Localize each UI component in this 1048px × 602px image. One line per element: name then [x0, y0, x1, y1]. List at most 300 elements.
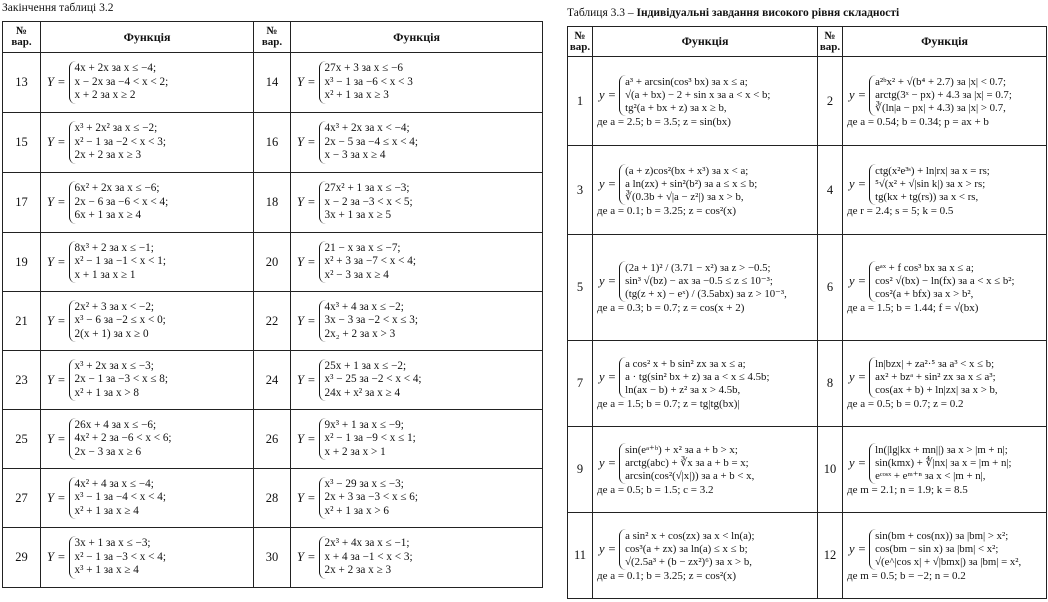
piecewise-brace — [69, 477, 166, 520]
piecewise-function — [41, 300, 253, 343]
function — [843, 146, 1047, 235]
function-lhs: Y = — [47, 372, 66, 387]
function-case: cos(ax + b) + ln|zx| за x > b, — [875, 384, 998, 396]
function — [41, 233, 254, 292]
function-params: де a = 0.54; b = 0.34; p = ax + b — [847, 115, 989, 128]
function-case: 2x + 2 за x ≥ 3 — [324, 564, 392, 577]
function-case: x² − 1 за −1 < x < 1; — [74, 255, 166, 268]
header-function: Функція — [41, 22, 254, 53]
function-case: ln|bzx| + za²·⁵ за a³ < x ≤ b; — [875, 358, 995, 370]
function-cell — [593, 75, 817, 128]
table-row — [3, 469, 543, 528]
function-cell — [41, 359, 253, 402]
variant-number: 10 — [818, 427, 843, 513]
function-case: 2x − 3 за x ≥ 6 — [74, 445, 142, 458]
variant-number: 30 — [254, 528, 291, 588]
function-cell — [41, 300, 253, 343]
variant-number: 9 — [568, 427, 593, 513]
piecewise-function — [291, 418, 542, 461]
piecewise-brace — [869, 443, 1011, 484]
function-lhs: Y = — [47, 135, 66, 149]
piecewise-brace — [319, 418, 416, 461]
piecewise-function — [843, 357, 1046, 398]
table-row — [3, 233, 543, 292]
piecewise-function — [41, 536, 253, 579]
function-case: x³ − 1 за −4 < x < 4; — [74, 491, 166, 504]
function-cell — [843, 357, 1046, 410]
function-lhs: y = — [599, 456, 617, 470]
function-case: arctg(3ˣ − px) + 4.3 за |x| = 0.7; — [875, 88, 1012, 101]
function-lhs: Y = — [47, 195, 66, 209]
function-case: x² + 1 за x > 8 — [74, 386, 140, 399]
function-params: де a = 0.5; b = 0.7; z = 0.2 — [847, 398, 964, 410]
piecewise-function — [41, 61, 253, 104]
function-case: x + 1 за x ≥ 1 — [74, 268, 136, 281]
function-case: x + 4 за −1 < x < 3; — [324, 550, 413, 563]
function-params: де a = 1.5; b = 0.7; z = tg|tg(bx)| — [597, 398, 740, 410]
table-row — [3, 173, 543, 233]
function-cell — [843, 75, 1046, 128]
function-params: де a = 0.5; b = 1.5; c = 3.2 — [597, 484, 714, 496]
header-num: № вар. — [818, 27, 843, 57]
function-case: x − 3 за x ≥ 4 — [324, 149, 386, 162]
variant-number: 22 — [254, 292, 291, 351]
function-case: cos²(a + bfx) за x > b², — [875, 288, 974, 300]
function-case: ln(|lg|kx + mn||) за x > |m + n|; — [875, 444, 1008, 456]
function-case: ∛(ln|a − px| + 4.3) за |x| > 0.7, — [875, 101, 1006, 114]
variant-number: 5 — [568, 235, 593, 341]
variant-number: 14 — [254, 53, 291, 113]
function-cell — [41, 477, 253, 520]
function-lhs: y = — [849, 370, 867, 384]
piecewise-brace — [69, 241, 166, 284]
table-row — [568, 235, 1047, 341]
piecewise-function — [291, 300, 542, 343]
function — [291, 53, 543, 113]
function-case: x³ + 1 за x ≥ 4 — [74, 564, 139, 577]
function-params: де a = 0.1; b = 3.25; z = cos²(x) — [597, 204, 737, 217]
function-cell — [843, 443, 1046, 496]
variant-number: 17 — [3, 173, 41, 233]
function-case: x² + 1 за x ≥ 4 — [74, 504, 139, 517]
function-case: 2x₂ + 2 за x > 3 — [324, 327, 396, 340]
function — [593, 146, 818, 235]
piecewise-brace — [869, 529, 1021, 570]
function-case: x + 2 за x ≥ 2 — [74, 89, 136, 102]
piecewise-function — [41, 359, 253, 402]
function — [41, 173, 254, 233]
variant-number: 23 — [3, 351, 41, 410]
function-cell — [41, 241, 253, 284]
function — [593, 341, 818, 427]
right-caption-prefix: Таблиця 3.3 – — [567, 7, 634, 19]
function-cell — [291, 61, 542, 104]
function-cell — [843, 164, 1046, 217]
piecewise-brace — [869, 75, 1012, 116]
function-case: 4x + 2x за x ≤ −4; — [74, 62, 157, 75]
table-row — [3, 528, 543, 588]
variant-number: 19 — [3, 233, 41, 292]
function-lhs: Y = — [297, 254, 316, 269]
function-case: (2a + 1)² / (3.71 − x²) за z > −0.5; — [625, 262, 771, 274]
function-case: x − 2 за −3 < x < 5; — [324, 195, 413, 208]
function-params: де a = 2.5; b = 3.5; z = sin(bx) — [597, 115, 731, 128]
piecewise-function — [41, 477, 253, 520]
piecewise-function — [593, 164, 817, 205]
piecewise-function — [593, 75, 817, 116]
function-case: x³ + 2x² за x ≤ −2; — [74, 122, 158, 135]
function — [291, 113, 543, 173]
function-case: x³ − 25 за −2 < x < 4; — [324, 373, 422, 386]
function — [593, 57, 818, 146]
piecewise-function — [843, 75, 1046, 116]
function — [593, 513, 818, 599]
table-row — [568, 513, 1047, 599]
function-case: ctg(x²e³ˢ) + ln|rx| за x = rs; — [875, 164, 990, 177]
function-case: (a + z)cos²(bx + x³) за x < a; — [625, 164, 749, 177]
variant-number: 6 — [818, 235, 843, 341]
function-cell — [593, 443, 817, 496]
variant-number: 11 — [568, 513, 593, 599]
function — [41, 469, 254, 528]
function-cell — [41, 536, 253, 579]
function-case: a sin² x + cos(zx) за x < ln(a); — [625, 530, 755, 542]
piecewise-brace — [619, 357, 769, 398]
function-case: cos(bm − sin x) за |bm| < x²; — [875, 543, 999, 555]
function-lhs: y = — [599, 370, 617, 384]
header-num: № вар. — [254, 22, 291, 53]
variant-number: 27 — [3, 469, 41, 528]
variant-number: 15 — [3, 113, 41, 173]
function-case: 3x − 3 за −2 < x ≤ 3; — [324, 314, 419, 327]
function-case: a ln(zx) + sin²(b²) за a ≤ x ≤ b; — [625, 177, 758, 190]
function-lhs: y = — [599, 176, 617, 191]
function-lhs: Y = — [297, 372, 316, 387]
function-case: x² + 3 за −7 < x < 4; — [324, 255, 416, 268]
function — [291, 351, 543, 410]
piecewise-brace — [869, 164, 990, 205]
piecewise-function — [593, 357, 817, 398]
function-lhs: y = — [599, 87, 617, 102]
function-lhs: Y = — [47, 431, 66, 446]
piecewise-brace — [69, 536, 166, 579]
function-params: де a = 0.3; b = 0.7; z = cos(x + 2) — [597, 302, 745, 314]
function-cell — [41, 181, 253, 224]
function-cell — [41, 121, 253, 164]
piecewise-function — [291, 241, 542, 284]
variant-number: 3 — [568, 146, 593, 235]
function-case: arctg(abc) + ∛x за a + b = x; — [625, 457, 749, 469]
table-row — [3, 292, 543, 351]
function — [291, 173, 543, 233]
function-case: a · tg(sin² bx + z) за a < x ≤ 4.5b; — [625, 371, 770, 383]
function-lhs: Y = — [297, 550, 316, 564]
function — [291, 528, 543, 588]
variant-number: 1 — [568, 57, 593, 146]
function-case: 27x + 3 за x ≤ −6 — [324, 62, 404, 75]
function-lhs: Y = — [297, 431, 316, 446]
function-case: 2x³ + 4x за x ≤ −1; — [324, 537, 410, 550]
header-function: Функція — [291, 22, 543, 53]
function-case: ⁵√(x² + √|sin k|) за x > rs; — [875, 177, 986, 190]
function-case: 27x² + 1 за x ≤ −3; — [324, 182, 410, 195]
function-lhs: y = — [849, 176, 867, 191]
function-case: 6x + 1 за x ≥ 4 — [74, 209, 142, 222]
function-case: √(2.5a³ + (b − zx²)⁶) за x > b, — [625, 556, 752, 568]
table-3-3 — [567, 26, 1047, 599]
function-case: x² − 3 за x ≥ 4 — [324, 268, 389, 281]
function-case: ∛(0.3b + √|a − z²|) за x > b, — [625, 190, 744, 203]
piecewise-brace — [319, 477, 419, 520]
function-case: (tg(z + x) − eˣ) / (3.5abx) за z > 10⁻³, — [625, 288, 787, 300]
piecewise-function — [843, 529, 1046, 570]
function-case: 4x³ + 4 за x ≤ −2; — [324, 300, 404, 313]
piecewise-function — [593, 261, 817, 302]
piecewise-function — [291, 181, 542, 224]
function-case: 21 − x за x ≤ −7; — [324, 241, 401, 254]
function-case: sin(bm + cos(nx)) за |bm| > x²; — [875, 530, 1009, 542]
function-cell — [843, 529, 1046, 582]
piecewise-function — [291, 61, 542, 104]
header-num: № вар. — [3, 22, 41, 53]
function-lhs: Y = — [47, 313, 66, 328]
function-case: 2x + 2 за x ≥ 3 — [74, 149, 142, 162]
function — [41, 53, 254, 113]
function-case: √(a + bx) − 2 + sin x за a < x < b; — [625, 88, 771, 101]
function-case: 2x + 3 за −3 < x ≤ 6; — [324, 491, 419, 504]
piecewise-function — [41, 121, 253, 164]
function-case: 24x + x² за x ≥ 4 — [324, 386, 401, 399]
function-lhs: Y = — [297, 75, 316, 89]
function-case: x² + 1 за x ≥ 3 — [324, 89, 389, 102]
piecewise-function — [593, 443, 817, 484]
function-case: x² − 1 за −9 < x ≤ 1; — [324, 432, 416, 445]
function-case: √(e^|cos x| + √|bmx|) за |bm| = x², — [875, 556, 1022, 568]
piecewise-brace — [319, 300, 419, 343]
piecewise-function — [41, 241, 253, 284]
function — [593, 235, 818, 341]
function-case: 2(x + 1) за x ≥ 0 — [74, 327, 149, 340]
variant-number: 28 — [254, 469, 291, 528]
variant-number: 13 — [3, 53, 41, 113]
function-lhs: y = — [849, 456, 867, 470]
header-function: Функція — [593, 27, 818, 57]
piecewise-function — [843, 164, 1046, 205]
function-lhs: Y = — [47, 75, 66, 89]
function-cell — [291, 477, 542, 520]
piecewise-function — [41, 418, 253, 461]
variant-number: 26 — [254, 410, 291, 469]
function-case: cos² √(bx) − ln(fx) за a < x ≤ b²; — [875, 275, 1015, 287]
function-lhs: y = — [849, 274, 867, 288]
function-cell — [291, 121, 542, 164]
function-case: sin³ √(bz) − ax за −0.5 ≤ z ≤ 10⁻³; — [625, 275, 773, 287]
function-case: tg(kx + tg(rs)) за x < rs, — [875, 190, 979, 203]
function-cell — [593, 529, 817, 582]
function-lhs: Y = — [297, 195, 316, 209]
function-cell — [41, 418, 253, 461]
variant-number: 16 — [254, 113, 291, 173]
function-case: eᵃˣ + f cos³ bx за x ≤ a; — [875, 262, 974, 274]
function-cell — [291, 300, 542, 343]
variant-number: 4 — [818, 146, 843, 235]
function-case: x³ + 2x за x ≤ −3; — [74, 359, 154, 372]
variant-number: 29 — [3, 528, 41, 588]
function-case: 3x + 1 за x ≤ −3; — [74, 537, 151, 550]
function — [593, 427, 818, 513]
table-row — [3, 410, 543, 469]
function — [291, 233, 543, 292]
piecewise-brace — [619, 75, 770, 116]
function-cell — [291, 181, 542, 224]
function-cell — [593, 357, 817, 410]
function-case: 6x² + 2x за x ≤ −6; — [74, 182, 160, 195]
variant-number: 24 — [254, 351, 291, 410]
function-lhs: Y = — [47, 254, 66, 269]
piecewise-brace — [319, 61, 413, 104]
function-case: x³ − 1 за −6 < x < 3 — [324, 75, 413, 88]
piecewise-function — [843, 261, 1046, 302]
function — [291, 292, 543, 351]
header-num: № вар. — [568, 27, 593, 57]
piecewise-function — [843, 443, 1046, 484]
function-case: 3x + 1 за x ≥ 5 — [324, 209, 392, 222]
function-cell — [593, 164, 817, 217]
function-lhs: y = — [599, 274, 617, 288]
function — [843, 235, 1047, 341]
function — [41, 351, 254, 410]
function-case: 2x − 1 за −3 < x ≤ 8; — [74, 373, 169, 386]
function-case: x² − 1 за −2 < x < 3; — [74, 135, 166, 148]
function-cell — [291, 241, 542, 284]
table-row — [568, 146, 1047, 235]
table-row — [3, 351, 543, 410]
piecewise-brace — [69, 359, 169, 402]
function-case: 4x³ + 2x за x < −4; — [324, 122, 410, 135]
header-function: Функція — [843, 27, 1047, 57]
function-lhs: Y = — [297, 490, 316, 505]
right-table-caption — [567, 7, 899, 19]
function-cell — [843, 261, 1046, 314]
piecewise-function — [291, 536, 542, 579]
function-case: 25x + 1 за x ≤ −2; — [324, 359, 407, 372]
function-case: sin(kmx) + ∜|nx| за x = |m + n|; — [875, 457, 1012, 469]
function-params: де r = 2.4; s = 5; k = 0.5 — [847, 204, 954, 217]
table-row — [568, 57, 1047, 146]
function-params: де a = 0.1; b = 3.25; z = cos²(x) — [597, 570, 737, 582]
function — [843, 513, 1047, 599]
piecewise-brace — [69, 181, 169, 224]
piecewise-brace — [69, 418, 172, 461]
function-case: 26x + 4 за x ≤ −6; — [74, 418, 157, 431]
piecewise-brace — [869, 357, 998, 398]
table-row — [568, 341, 1047, 427]
piecewise-function — [593, 529, 817, 570]
piecewise-brace — [619, 261, 787, 302]
function-lhs: y = — [849, 87, 867, 102]
function-case: 2x² + 3 за x < −2; — [74, 300, 155, 313]
function-case: ax² + bzᵃ + sin² zx за x ≤ a³; — [875, 371, 996, 383]
function — [291, 469, 543, 528]
function-lhs: Y = — [47, 550, 66, 564]
function-lhs: Y = — [297, 135, 316, 149]
function — [41, 113, 254, 173]
table-3-2-end — [2, 21, 543, 588]
function-cell — [291, 359, 542, 402]
function-case: tg²(a + bx + z) за x ≥ b, — [625, 101, 727, 114]
piecewise-function — [291, 121, 542, 164]
variant-number: 8 — [818, 341, 843, 427]
piecewise-brace — [319, 121, 419, 164]
piecewise-function — [41, 181, 253, 224]
function-case: sin(eᵃ⁺ᵇ) + x² за a + b > x; — [625, 444, 738, 456]
piecewise-brace — [319, 536, 413, 579]
function-case: x + 2 за x > 1 — [324, 445, 386, 458]
function-case: 4x² + 2 за −6 < x < 6; — [74, 432, 172, 445]
function-case: x³ − 29 за x ≤ −3; — [324, 477, 404, 490]
variant-number: 21 — [3, 292, 41, 351]
piecewise-brace — [319, 241, 416, 284]
function-case: x³ − 6 за −2 ≤ x < 0; — [74, 314, 166, 327]
function-cell — [41, 61, 253, 104]
function-case: a³ + arcsin(cos³ bx) за x ≤ a; — [625, 75, 748, 88]
piecewise-brace — [319, 181, 413, 224]
function — [843, 341, 1047, 427]
piecewise-brace — [69, 61, 169, 104]
piecewise-brace — [869, 261, 1014, 302]
function — [843, 427, 1047, 513]
table-row — [3, 53, 543, 113]
function-params: де m = 0.5; b = −2; n = 0.2 — [847, 570, 966, 582]
function-case: 4x² + 4 за x ≤ −4; — [74, 477, 154, 490]
function-case: 2x − 5 за −4 ≤ x < 4; — [324, 135, 419, 148]
function-case: a cos² x + b sin² zx за x ≤ a; — [625, 358, 746, 370]
left-table-caption: Закінчення таблиці 3.2 — [2, 2, 114, 14]
piecewise-brace — [319, 359, 422, 402]
variant-number: 18 — [254, 173, 291, 233]
function-case: eᶜᵒˢˣ + eᵐ⁺ⁿ за x < |m + n|, — [875, 470, 986, 482]
variant-number: 2 — [818, 57, 843, 146]
function-params: де m = 2.1; n = 1.9; k = 8.5 — [847, 484, 968, 496]
function-case: ln(ax − b) + z² за x > 4.5b, — [625, 384, 741, 396]
function-case: 2x − 6 за −6 < x < 4; — [74, 195, 169, 208]
function-case: cos³(a + zx) за ln(a) ≤ x ≤ b; — [625, 543, 748, 555]
piecewise-brace — [619, 443, 754, 484]
function-case: 8x³ + 2 за x ≤ −1; — [74, 241, 154, 254]
piecewise-function — [291, 477, 542, 520]
function-case: a²ᵇx² + √(b⁴ + 2.7) за |x| < 0.7; — [875, 75, 1007, 88]
function-case: x − 2x за −4 < x < 2; — [74, 75, 169, 88]
function — [41, 528, 254, 588]
table-row — [568, 427, 1047, 513]
function-lhs: Y = — [47, 490, 66, 505]
function — [843, 57, 1047, 146]
function-case: 9x³ + 1 за x ≤ −9; — [324, 418, 404, 431]
function — [291, 410, 543, 469]
function-case: arcsin(cos²(√|x|)) за a + b < x, — [625, 470, 755, 482]
function-cell — [291, 536, 542, 579]
piecewise-brace — [69, 300, 166, 343]
variant-number: 7 — [568, 341, 593, 427]
variant-number: 25 — [3, 410, 41, 469]
function-case: x² + 1 за x > 6 — [324, 504, 390, 517]
function-lhs: Y = — [297, 313, 316, 328]
piecewise-brace — [619, 529, 754, 570]
function — [41, 292, 254, 351]
variant-number: 12 — [818, 513, 843, 599]
piecewise-function — [291, 359, 542, 402]
table-row — [3, 113, 543, 173]
